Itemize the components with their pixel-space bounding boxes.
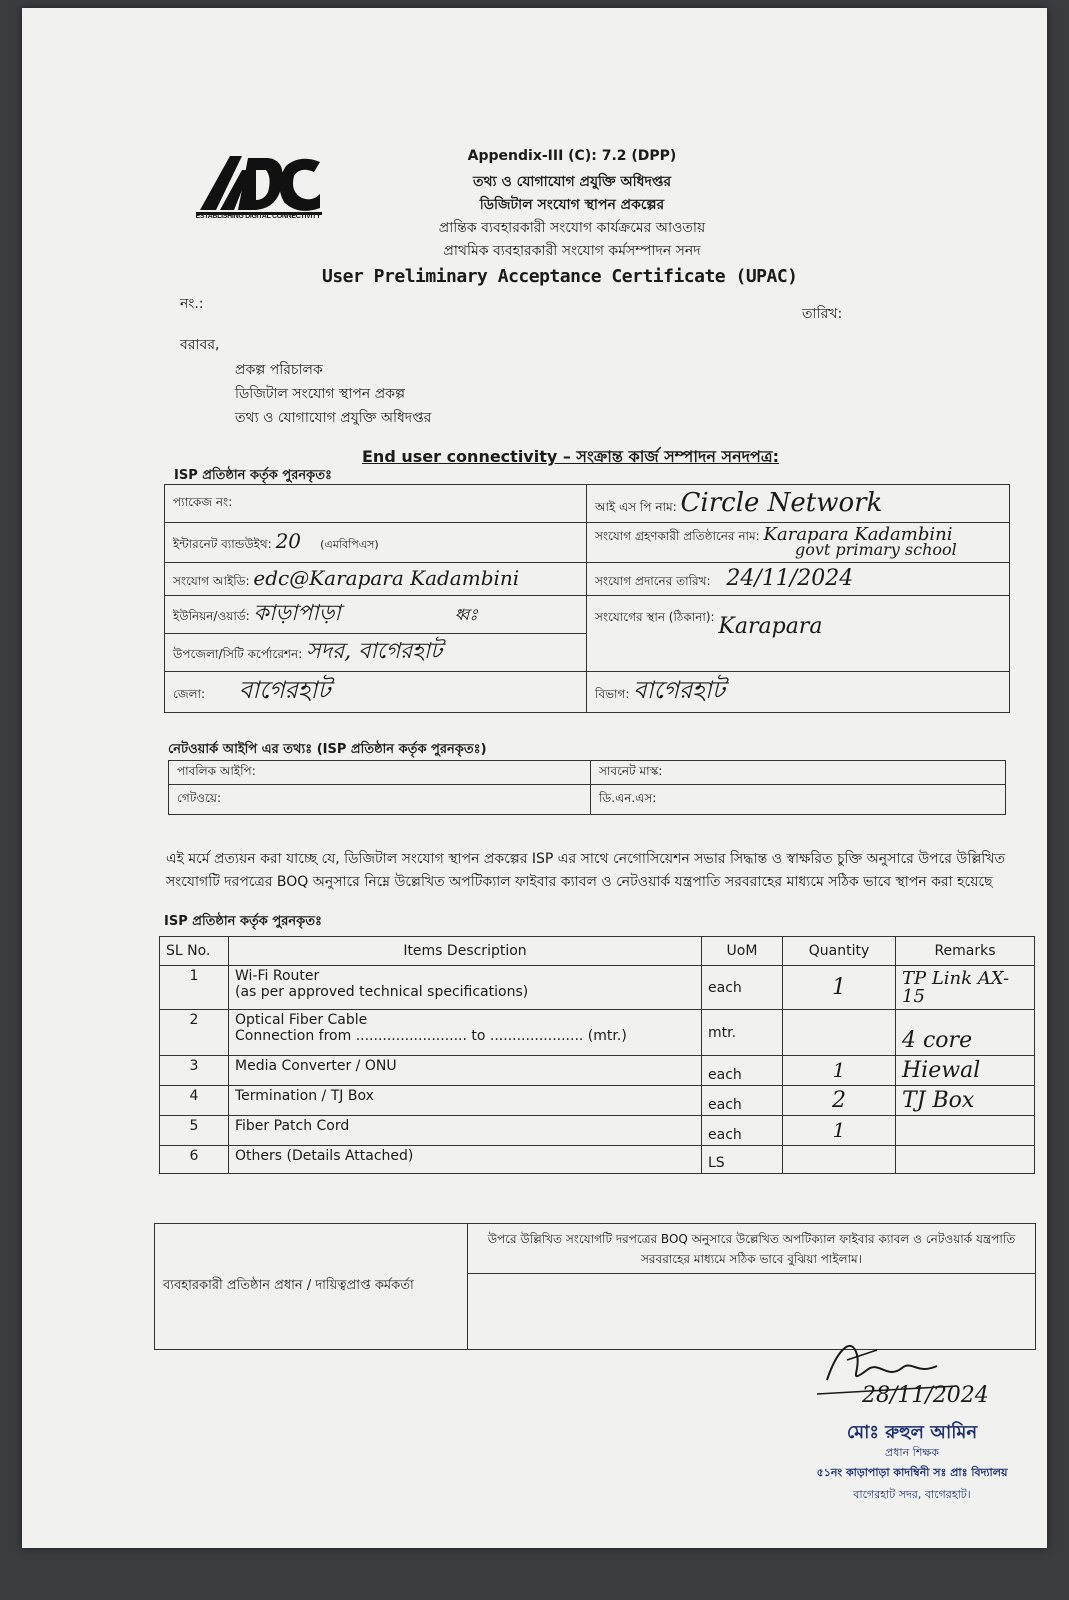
table-row [160, 1086, 1035, 1116]
section-title: End user connectivity – সংক্রান্ত কার্জ সম্পাদন সনদপত্র: [362, 447, 780, 466]
conn-date-label: সংযোগ প্রদানের তারিখ: [595, 573, 711, 588]
union-extra: ধ্বঃ [454, 605, 478, 624]
isp-filled-label-1: ISP প্রতিষ্ঠান কর্তৃক পুরনকৃতঃ [174, 468, 332, 483]
document-page [22, 8, 1047, 1548]
bandwidth-unit: (এমবিপিএস) [320, 538, 379, 551]
recipient-label: সংযোগ গ্রহণকারী প্রতিষ্ঠানের নাম: [595, 528, 760, 543]
row-desc-line-1: Optical Fiber Cable [235, 1012, 368, 1028]
acceptance-officer-label: ব্যবহারকারী প্রতিষ্ঠান প্রধান / দায়িত্বপ্রাপ্ত কর্মকর্তা [163, 1278, 414, 1293]
union-cell [165, 596, 587, 634]
address-to: বরাবর, [180, 337, 220, 353]
acceptance-statement-cell [468, 1224, 1036, 1274]
isp-name-label: আই এস পি নাম: [595, 500, 677, 514]
bandwidth-label: ইন্টারনেট ব্যান্ডউইথ: [173, 537, 272, 551]
district-value: বাগেরহাট [238, 676, 331, 704]
row-remarks: 4 core [896, 1010, 1035, 1056]
header-quantity: Quantity [783, 937, 896, 966]
district-label: জেলা: [173, 687, 206, 701]
conn-date-value: 24/11/2024 [726, 565, 854, 591]
conn-id-cell [165, 563, 587, 596]
division-value: বাগেরহাট [633, 676, 725, 704]
address-line-3: তথ্য ও যোগাযোগ প্রযুক্তি অধিদপ্তর [235, 410, 432, 426]
subnet-label: সাবনেট মাস্ক: [599, 763, 663, 778]
certificate-title: User Preliminary Acceptance Certificate (UPAC) [322, 266, 798, 287]
row-qty [783, 1146, 896, 1174]
header-sl: SL No. [160, 937, 229, 966]
isp-filled-label-2: ISP প্রতিষ্ঠান কর্তৃক পুরনকৃতঃ [164, 914, 322, 929]
row-qty: 1 [783, 1056, 896, 1086]
union-value: কাড়াপাড়া [253, 601, 341, 626]
items-table [159, 936, 1035, 1174]
public-ip-label: পাবলিক আইপি: [177, 763, 256, 778]
network-info-title: নেটওয়ার্ক আইপি এর তথ্যঃ (ISP প্রতিষ্ঠান কর্তৃক পুরনকৃতঃ) [168, 742, 487, 757]
row-qty: 1 [783, 966, 896, 1010]
conn-id-label: সংযোগ আইডি: [173, 573, 250, 588]
row-uom: each [702, 1056, 783, 1086]
header-remarks: Remarks [896, 937, 1035, 966]
row-description: Fiber Patch Cord [229, 1116, 702, 1146]
stamp-school: ৫১নং কাড়াপাড়া কাদম্বিনী সঃ প্রাঃ বিদ্যালয় [816, 1466, 1008, 1479]
stamp-address: বাগেরহাট সদর, বাগেরহাট। [853, 1488, 971, 1501]
row-sl: 4 [160, 1086, 229, 1116]
isp-name-value: Circle Network [680, 488, 883, 518]
row-description [229, 966, 702, 1010]
recipient-value-2: govt primary school [795, 539, 957, 559]
date-label: তারিখ: [802, 306, 843, 322]
location-cell [587, 596, 1010, 672]
address-line-1: প্রকল্প পরিচালক [235, 362, 323, 378]
gateway-label: গেটওয়ে: [177, 790, 222, 805]
row-desc-line-2: Connection from ......................... to ..................... (mtr.) [235, 1028, 627, 1044]
upazila-cell [165, 634, 587, 672]
table-row [160, 1010, 1035, 1056]
row-remarks [896, 1146, 1035, 1174]
no-label: নং.: [180, 296, 204, 312]
row-desc-line-2: (as per approved technical specifications) [235, 984, 529, 1000]
row-remarks: Hiewal [896, 1056, 1035, 1086]
stamp-designation: প্রধান শিক্ষক [885, 1446, 939, 1459]
row-sl: 6 [160, 1146, 229, 1174]
connection-info-table [164, 484, 1010, 713]
recipient-value-1: Karapara Kadambini [763, 523, 953, 545]
public-ip-cell [169, 761, 591, 785]
row-description: Others (Details Attached) [229, 1146, 702, 1174]
conn-id-value: edc@Karapara Kadambini [253, 565, 520, 590]
division-label: বিভাগ: [595, 687, 630, 701]
row-desc-line-1: Wi-Fi Router [235, 968, 320, 984]
row-uom: each [702, 1086, 783, 1116]
signature-date: 28/11/2024 [862, 1383, 989, 1408]
district-cell [165, 672, 587, 713]
header-uom: UoM [702, 937, 783, 966]
row-description [229, 1010, 702, 1056]
address-line-2: ডিজিটাল সংযোগ স্থাপন প্রকল্প [235, 386, 405, 402]
location-value: Karapara [718, 614, 823, 639]
header-line-3: প্রান্তিক ব্যবহারকারী সংযোগ কার্যক্রমের আওতায় [438, 220, 706, 236]
items-header-row [160, 937, 1035, 966]
isp-name-cell [587, 485, 1010, 523]
upazila-value: সদর, বাগেরহাট [306, 639, 443, 664]
table-row [160, 1116, 1035, 1146]
acceptance-left-cell [155, 1224, 468, 1350]
header-line-4: প্রাথমিক ব্যবহারকারী সংযোগ কর্মসম্পাদন সনদ [443, 243, 701, 259]
row-uom: LS [702, 1146, 783, 1174]
dns-label: ডি.এন.এস: [599, 790, 657, 805]
row-uom: mtr. [702, 1010, 783, 1056]
row-sl: 5 [160, 1116, 229, 1146]
table-row [160, 966, 1035, 1010]
package-label: প্যাকেজ নং: [173, 494, 233, 509]
conn-date-cell [587, 563, 1010, 596]
row-remarks [896, 1116, 1035, 1146]
division-cell [587, 672, 1010, 713]
row-description: Media Converter / ONU [229, 1056, 702, 1086]
row-qty: 2 [783, 1086, 896, 1116]
row-uom: each [702, 1116, 783, 1146]
subnet-cell [591, 761, 1006, 785]
network-info-table [168, 760, 1006, 815]
header-line-2: ডিজিটাল সংযোগ স্থাপন প্রকল্পের [479, 197, 665, 213]
row-qty: 1 [783, 1116, 896, 1146]
row-remarks: TP Link AX-15 [896, 966, 1035, 1010]
row-sl: 3 [160, 1056, 229, 1086]
table-row [160, 1146, 1035, 1174]
gateway-cell [169, 785, 591, 815]
stamp-name: মোঃ রুহুল আমিন [846, 1422, 978, 1443]
package-cell [165, 485, 587, 523]
declaration-text: এই মর্মে প্রত্যয়ন করা যাচ্ছে যে, ডিজিটাল সংযোগ স্থাপন প্রকল্পের ISP এর সাথে নেগোসিয়েশন সভার সিদ্ধান্ত ও স্বাক্ষরিত চুক্তি অনুসারে উপরে উল্লিখিত সংযোগটি দরপত্রের BOQ অনুসারে নিম্নে উল্লেখিত অপটিক্যাল ফাইবার ক্যাবল ও নেটওয়ার্ক যন্ত্রপাতি সরবরাহের মাধ্যমে সঠিক ভাবে স্থাপন করা হয়েছে [166, 851, 1006, 890]
bandwidth-cell [165, 523, 587, 563]
union-label: ইউনিয়ন/ওয়ার্ড: [173, 609, 250, 623]
row-uom: each [702, 966, 783, 1010]
dns-cell [591, 785, 1006, 815]
recipient-cell [587, 523, 1010, 563]
row-sl: 1 [160, 966, 229, 1010]
location-label: সংযোগের স্থান (ঠিকানা): [595, 610, 715, 624]
table-row [160, 1056, 1035, 1086]
upazila-label: উপজেলা/সিটি কর্পোরেশন: [173, 647, 303, 661]
row-description: Termination / TJ Box [229, 1086, 702, 1116]
bandwidth-value: 20 [275, 529, 302, 553]
acceptance-statement: উপরে উল্লিখিত সংযোগটি দরপত্রের BOQ অনুসারে উল্লেখিত অপটিক্যাল ফাইবার ক্যাবল ও নেটওয়ার্ক যন্ত্রপাতি সরবরাহের মাধ্যমে সঠিক ভাবে বুঝিয়া পাইলাম। [487, 1231, 1016, 1266]
appendix-label: Appendix-III (C): 7.2 (DPP) [467, 148, 677, 164]
row-qty [783, 1010, 896, 1056]
row-sl: 2 [160, 1010, 229, 1056]
logo-caption: ESTABLISHING DIGITAL CONNECTIVITY [195, 213, 321, 220]
row-remarks: TJ Box [896, 1086, 1035, 1116]
header-description: Items Description [229, 937, 702, 966]
header-line-1: তথ্য ও যোগাযোগ প্রযুক্তি অধিদপ্তর [472, 174, 672, 190]
